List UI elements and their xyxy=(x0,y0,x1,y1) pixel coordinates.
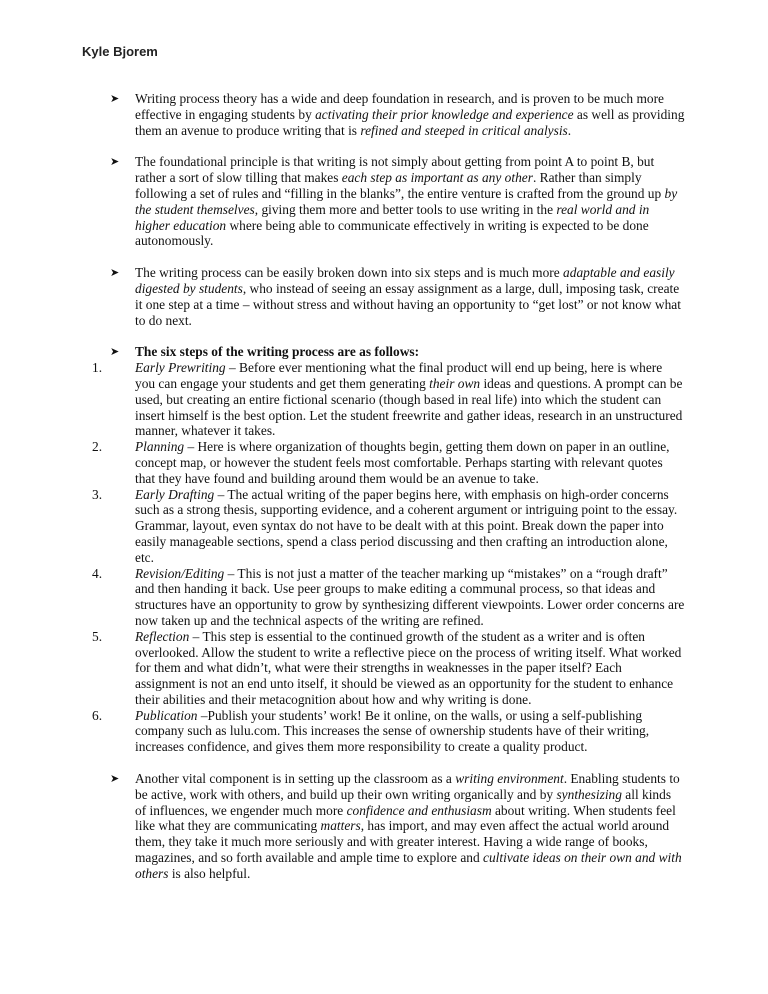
bullet-paragraph-1 xyxy=(110,91,685,138)
step-title: Early Drafting xyxy=(135,486,215,502)
text-run: – Before ever mentioning what the final product will end up being, here is where you can engage your students and get them generating xyxy=(135,360,663,391)
text-run: – Here is where organization of thoughts begin, getting them down on paper in an outline, concept map, or however the student feels most comfortable. Perhaps starting with relevant quotes that they have found and building around them would be an avenue to take. xyxy=(135,439,670,486)
text-run: as well as providing them an avenue to produce writing that is xyxy=(135,106,685,138)
text-run: The foundational principle is that writing is not simply about getting from point A to point B, but rather a sort of slow tilling that makes xyxy=(135,154,655,186)
list-number: 2. xyxy=(92,439,103,455)
text-run: – This is not just a matter of the teacher marking up “mistakes” on a “rough draft” and then handing it back. Use peer groups to make editing a communal process, so that ideas and structures have an opportunity to grow by synthesizing different viewpoints. Lower order concerns are now taken up and the technical aspects of the writing are refined. xyxy=(135,565,685,628)
text-run: . Rather than simply following a set of rules and “filling in the blanks”, the entire venture is crafted from the ground up xyxy=(135,170,665,201)
text-run: The writing process can be easily broken down into six steps and is much more xyxy=(135,265,564,281)
author-name: Kyle Bjorem xyxy=(82,44,158,59)
bullet-paragraph-5 xyxy=(110,771,685,882)
step-title: Revision/Editing xyxy=(135,565,225,581)
bullet-paragraph-3 xyxy=(110,265,685,328)
italic-run: matters xyxy=(320,818,361,834)
text-run: ideas and questions. A prompt can be used, but creating an entire fictional scenario (though based in real life) into which the student can insert himself is the best option. Let the student freewrite and gather ideas, research in an unstructured manner, whatever it takes. xyxy=(135,375,683,439)
document-body xyxy=(92,91,685,898)
six-steps-list xyxy=(92,360,685,755)
italic-run: writing environment xyxy=(455,771,564,787)
bullet-paragraph-2 xyxy=(110,154,685,249)
list-item xyxy=(92,628,685,708)
text-run: –Publish your students’ work! Be it online, on the walls, or using a self-publishing company such as lulu.com. This increases the sense of ownership students have of their writing, increases confidence, and gives them more responsibility to create a quality product. xyxy=(135,707,650,755)
list-item xyxy=(92,439,685,486)
text-run: where being able to communicate effectively in writing is expected to be done autonomously. xyxy=(135,217,649,249)
italic-run: adaptable and easily digested by students xyxy=(135,265,675,296)
list-item xyxy=(92,565,685,629)
italic-run: refined and steeped in critical analysis xyxy=(360,122,568,138)
text-run: Writing process theory has a wide and deep foundation in research, and is proven to be much more effective in engaging students by xyxy=(135,91,664,122)
italic-run: activating their prior knowledge and experience xyxy=(315,106,574,122)
italic-run: real world and in higher education xyxy=(135,201,650,233)
arrowhead-bullet-icon: ➤ xyxy=(110,345,120,359)
list-number: 1. xyxy=(92,360,103,376)
section-heading: The six steps of the writing process are as follows: xyxy=(135,344,420,360)
arrowhead-bullet-icon: ➤ xyxy=(110,266,120,280)
list-item xyxy=(92,707,685,755)
italic-run: by the student themselves xyxy=(135,185,678,217)
step-title: Planning xyxy=(135,439,185,455)
text-run: about writing. When students feel like what they are communicating xyxy=(135,802,676,834)
text-run: , who instead of seeing an essay assignment as a large, dull, imposing task, create it one step at a time – without stress and without having an opportunity to “get lost” or not know what to do next. xyxy=(135,280,681,328)
bullet-heading-six-steps xyxy=(110,344,685,360)
text-run: is also helpful. xyxy=(168,865,251,881)
list-number: 5. xyxy=(92,628,103,644)
italic-run: each step as important as any other xyxy=(341,170,533,186)
step-title: Publication xyxy=(135,707,198,723)
text-run: . Enabling students to be active, work with others, and build up their own writing organically and by xyxy=(135,771,680,802)
arrowhead-bullet-icon: ➤ xyxy=(110,92,120,105)
list-number: 6. xyxy=(92,707,103,723)
step-title: Early Prewriting xyxy=(135,360,226,376)
italic-run: confidence and enthusiasm xyxy=(346,802,492,818)
text-run: . xyxy=(567,122,572,138)
step-title: Reflection xyxy=(135,628,190,644)
italic-run: their own xyxy=(429,375,481,391)
text-run: all kinds of influences, we engender much more xyxy=(135,786,672,818)
text-run: , giving them more and better tools to use writing in the xyxy=(254,201,557,217)
list-item xyxy=(92,360,685,439)
italic-run: synthesizing xyxy=(556,786,622,802)
italic-run: cultivate ideas on their own and with others xyxy=(135,850,682,881)
text-run: – This step is essential to the continued growth of the student as a writer and is often overlooked. Allow the student to write a reflective piece on the process of writing itself. What worked for them and what didn’t, what were their strengths in weaknesses in the paper itself? Each assignment is not an end unto itself, it should be viewed as an opportunity for the student to enhance their abilities and their metacognition about how and why writing is done. xyxy=(135,628,682,707)
list-number: 4. xyxy=(92,565,103,581)
list-item xyxy=(92,486,685,566)
list-number: 3. xyxy=(92,486,103,502)
arrowhead-bullet-icon: ➤ xyxy=(110,155,120,169)
text-run: Another vital component is in setting up the classroom as a xyxy=(135,771,456,787)
text-run: – The actual writing of the paper begins here, with emphasis on high-order concerns such as a strong thesis, supporting evidence, and a coherent argument or intriguing point to the essay. Grammar, layout, even syntax do not have to be dealt with at this point. Break down the paper into easily manageable sections, spend a class period discussing and then crafting an introduction alone, etc. xyxy=(135,486,678,565)
text-run: , has import, and may even affect the actual world around them, they take it much more seriously and with greater interest. Having a wide range of books, magazines, and so forth available and ample time to explore and xyxy=(135,818,670,866)
arrowhead-bullet-icon: ➤ xyxy=(110,772,120,786)
